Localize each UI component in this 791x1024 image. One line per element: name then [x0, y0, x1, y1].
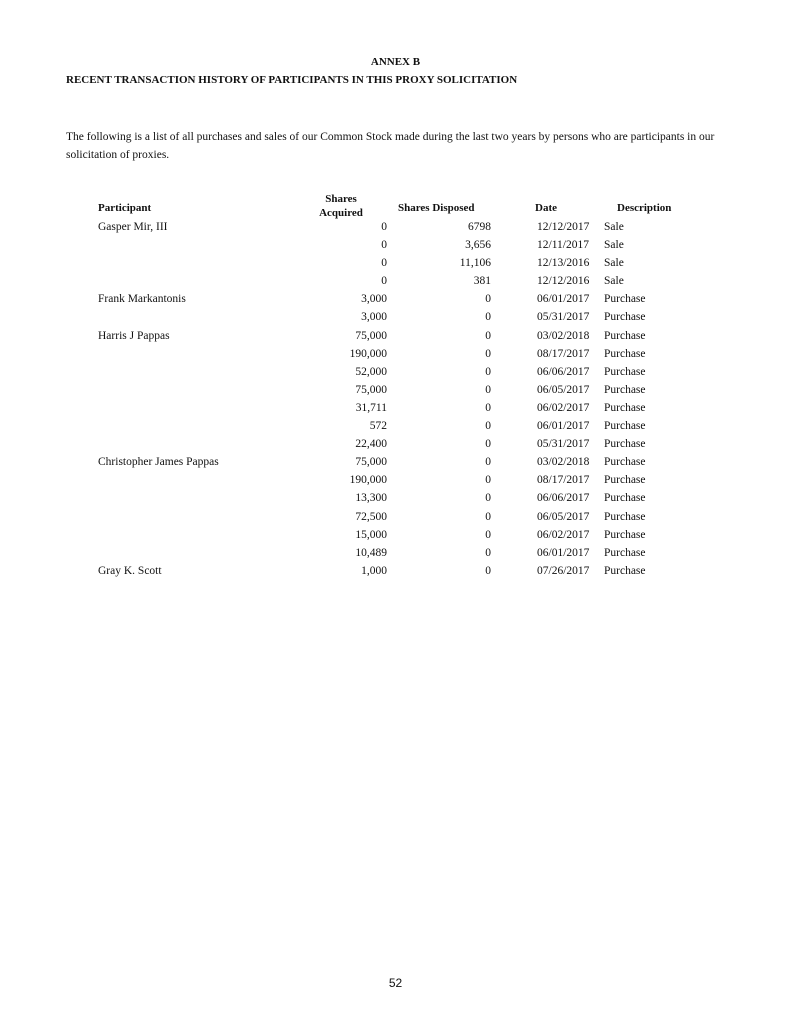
cell-description: Purchase [604, 546, 646, 559]
cell-date: 03/02/2018 [537, 456, 590, 469]
cell-shares-acquired: 72,500 [355, 510, 387, 523]
cell-shares-acquired: 52,000 [355, 365, 387, 378]
cell-shares-acquired: 1,000 [361, 564, 387, 577]
table-row [0, 508, 791, 526]
cell-shares-acquired: 15,000 [355, 528, 387, 541]
table-row [0, 544, 791, 562]
table-row [0, 327, 791, 345]
table-row [0, 489, 791, 507]
cell-shares-disposed: 0 [485, 474, 491, 487]
cell-shares-disposed: 0 [485, 329, 491, 342]
cell-date: 06/01/2017 [537, 293, 590, 306]
cell-date: 08/17/2017 [537, 347, 590, 360]
cell-date: 12/12/2017 [537, 221, 590, 233]
cell-date: 12/13/2016 [537, 257, 590, 270]
header-description: Description [617, 202, 672, 214]
table-row [0, 236, 791, 254]
cell-shares-disposed: 0 [485, 383, 491, 396]
cell-description: Purchase [604, 347, 646, 360]
cell-date: 06/02/2017 [537, 401, 590, 414]
cell-description: Sale [604, 221, 624, 233]
cell-shares-disposed: 0 [485, 546, 491, 559]
cell-shares-disposed: 11,106 [459, 257, 491, 270]
cell-shares-disposed: 0 [485, 293, 491, 306]
cell-shares-disposed: 0 [485, 492, 491, 505]
cell-shares-disposed: 0 [485, 528, 491, 541]
cell-shares-disposed: 0 [485, 311, 491, 324]
cell-description: Purchase [604, 492, 646, 505]
cell-shares-acquired: 190,000 [349, 347, 387, 360]
cell-description: Purchase [604, 564, 646, 577]
cell-date: 03/02/2018 [537, 329, 590, 342]
cell-shares-disposed: 0 [485, 510, 491, 523]
cell-date: 06/06/2017 [537, 492, 590, 505]
cell-description: Purchase [604, 329, 646, 342]
table-row [0, 526, 791, 544]
cell-shares-disposed: 0 [485, 347, 491, 360]
table-row [0, 453, 791, 471]
table-row [0, 562, 791, 580]
page-number: 52 [388, 976, 403, 990]
cell-shares-acquired: 0 [381, 275, 387, 288]
cell-participant: Frank Markantonis [98, 293, 186, 306]
cell-shares-acquired: 22,400 [355, 438, 387, 451]
cell-description: Purchase [604, 420, 646, 433]
cell-shares-disposed: 0 [485, 456, 491, 469]
table-row [0, 290, 791, 308]
cell-description: Purchase [604, 474, 646, 487]
transactions-table [0, 218, 791, 580]
cell-description: Purchase [604, 456, 646, 469]
header-shares-disposed: Shares Disposed [398, 202, 475, 214]
cell-date: 08/17/2017 [537, 474, 590, 487]
cell-date: 12/11/2017 [537, 239, 589, 252]
cell-description: Purchase [604, 383, 646, 396]
intro-paragraph: The following is a list of all purchases and sales of our Common Stock made during the last two years by persons who are participants in our solicitation of proxies. [66, 131, 715, 161]
table-row [0, 308, 791, 326]
cell-description: Sale [604, 239, 624, 252]
table-row [0, 417, 791, 435]
cell-description: Purchase [604, 528, 646, 541]
document-heading: RECENT TRANSACTION HISTORY OF PARTICIPANTS IN THIS PROXY SOLICITATION [66, 74, 518, 86]
cell-participant: Gray K. Scott [98, 564, 162, 577]
table-row [0, 363, 791, 381]
cell-description: Purchase [604, 438, 646, 451]
cell-shares-disposed: 0 [485, 438, 491, 451]
cell-date: 06/02/2017 [537, 528, 590, 541]
cell-shares-acquired: 75,000 [355, 456, 387, 469]
table-row [0, 435, 791, 453]
cell-shares-acquired: 190,000 [349, 474, 387, 487]
header-shares-acquired: Shares Acquired [319, 193, 363, 219]
cell-shares-acquired: 3,000 [361, 311, 387, 324]
cell-shares-acquired: 10,489 [355, 546, 387, 559]
cell-shares-disposed: 6798 [468, 221, 491, 233]
cell-shares-acquired: 572 [369, 420, 387, 433]
cell-participant: Harris J Pappas [98, 329, 170, 342]
cell-shares-acquired: 0 [381, 257, 387, 270]
cell-shares-disposed: 0 [485, 401, 491, 414]
table-row [0, 471, 791, 489]
annex-label: ANNEX B [370, 56, 421, 68]
cell-shares-acquired: 3,000 [361, 293, 387, 306]
table-row [0, 399, 791, 417]
cell-shares-acquired: 0 [381, 221, 387, 233]
table-row [0, 381, 791, 399]
cell-date: 06/05/2017 [537, 510, 590, 523]
cell-date: 06/06/2017 [537, 365, 590, 378]
cell-description: Purchase [604, 293, 646, 306]
cell-shares-acquired: 0 [381, 239, 387, 252]
cell-shares-disposed: 381 [473, 275, 491, 288]
cell-date: 12/12/2016 [537, 275, 590, 288]
cell-shares-acquired: 75,000 [355, 329, 387, 342]
cell-shares-disposed: 0 [485, 564, 491, 577]
cell-date: 07/26/2017 [537, 564, 590, 577]
cell-description: Purchase [604, 365, 646, 378]
header-participant: Participant [98, 202, 152, 214]
cell-date: 05/31/2017 [537, 438, 590, 451]
table-row [0, 254, 791, 272]
table-row [0, 218, 791, 236]
table-row [0, 272, 791, 290]
cell-date: 06/05/2017 [537, 383, 590, 396]
cell-shares-acquired: 75,000 [355, 383, 387, 396]
cell-shares-disposed: 0 [485, 420, 491, 433]
cell-shares-disposed: 0 [485, 365, 491, 378]
cell-description: Sale [604, 275, 624, 288]
header-date: Date [535, 202, 557, 214]
cell-shares-acquired: 13,300 [355, 492, 387, 505]
cell-shares-acquired: 31,711 [355, 401, 387, 414]
cell-date: 06/01/2017 [537, 420, 590, 433]
cell-shares-disposed: 3,656 [465, 239, 491, 252]
cell-description: Purchase [604, 401, 646, 414]
cell-description: Purchase [604, 311, 646, 324]
cell-participant: Christopher James Pappas [98, 456, 219, 469]
cell-description: Sale [604, 257, 624, 270]
cell-date: 05/31/2017 [537, 311, 590, 324]
table-row [0, 345, 791, 363]
cell-description: Purchase [604, 510, 646, 523]
cell-participant: Gasper Mir, III [98, 221, 168, 233]
cell-date: 06/01/2017 [537, 546, 590, 559]
